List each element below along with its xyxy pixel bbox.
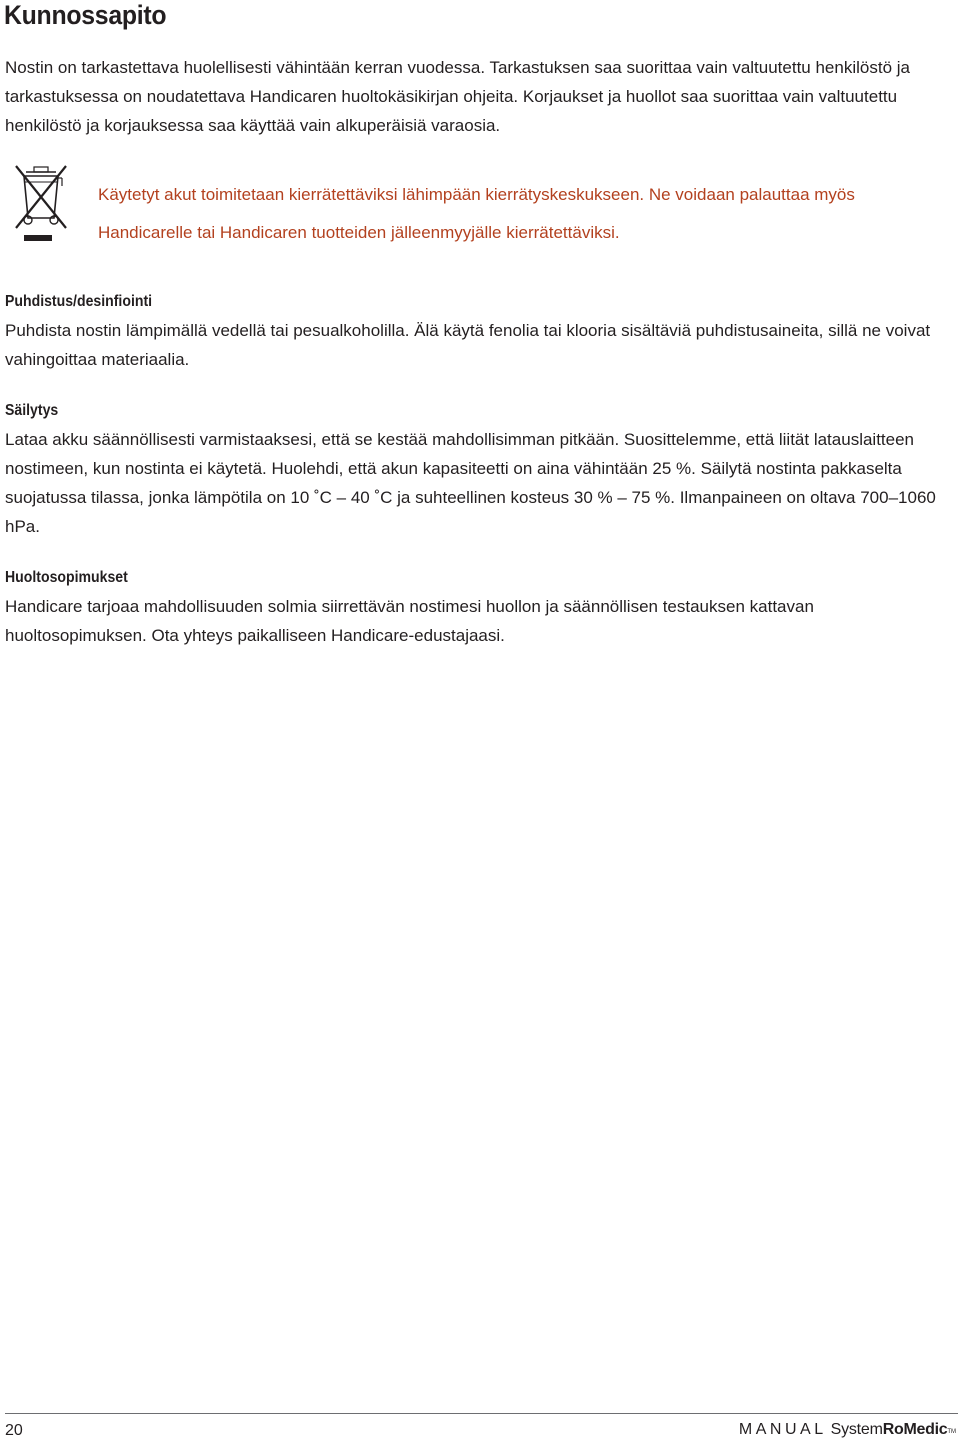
page-number: 20 [5, 1422, 23, 1439]
footer-brand [739, 1420, 956, 1440]
section-heading-cleaning: Puhdistus/desinfiointi [5, 293, 153, 310]
manual-label: MANUAL [738, 1421, 827, 1438]
crossed-out-wheelie-bin-icon [10, 162, 72, 246]
section-heading-service-agreements: Huoltosopimukset [5, 569, 128, 586]
brand-romedic: RoMedic [882, 1421, 948, 1438]
recycling-text: Käytetyt akut toimitetaan kierrätettäviksi lähimpään kierrätyskeskukseen. Ne voidaan palauttaa myös Handicarelle tai Handicaren tuotteiden jälleenmyyjälle kierrätettäviksi. [98, 185, 855, 242]
footer-divider [5, 1413, 958, 1414]
section-heading-storage: Säilytys [5, 402, 59, 419]
section-body-cleaning: Puhdista nostin lämpimällä vedellä tai pesualkoholilla. Älä käytä fenolia tai klooria sisältäviä puhdistusaineita, sillä ne voivat vahingoittaa materiaalia. [5, 321, 931, 369]
section-body-storage: Lataa akku säännöllisesti varmistaaksesi, että se kestää mahdollisimman pitkään. Suosittelemme, että liität latauslaitteen nostimeen, kun nostinta ei käytetä. Huolehdi, että akun kapasiteetti on aina vähintään 25 %. Säilytä nostinta pakkaselta suojatussa tilassa, jonka lämpötila on 10 ˚C – 40 ˚C ja suhteellinen kosteus 30 % – 75 %. Ilmanpaineen on oltava 700–1060 hPa. [5, 430, 936, 536]
intro-paragraph: Nostin on tarkastettava huolellisesti vähintään kerran vuodessa. Tarkastuksen saa suorittaa vain valtuutettu henkilöstö ja tarkastuksessa on noudatettava Handicaren huoltokäsikirjan ohjeita. Korjaukset ja huollot saa suorittaa vain valtuutettu henkilöstö ja korjauksessa saa käyttää vain alkuperäisiä varaosia. [5, 58, 910, 135]
section-body-service-agreements: Handicare tarjoaa mahdollisuuden solmia siirrettävän nostimesi huollon ja säännöllisen testauksen kattavan huoltosopimuksen. Ota yhteys paikalliseen Handicare-edustajaasi. [5, 597, 814, 645]
brand-trademark: TM [947, 1429, 956, 1435]
recycling-notice [10, 162, 950, 252]
brand-system: System [830, 1421, 883, 1438]
page-title: Kunnossapito [4, 0, 167, 30]
